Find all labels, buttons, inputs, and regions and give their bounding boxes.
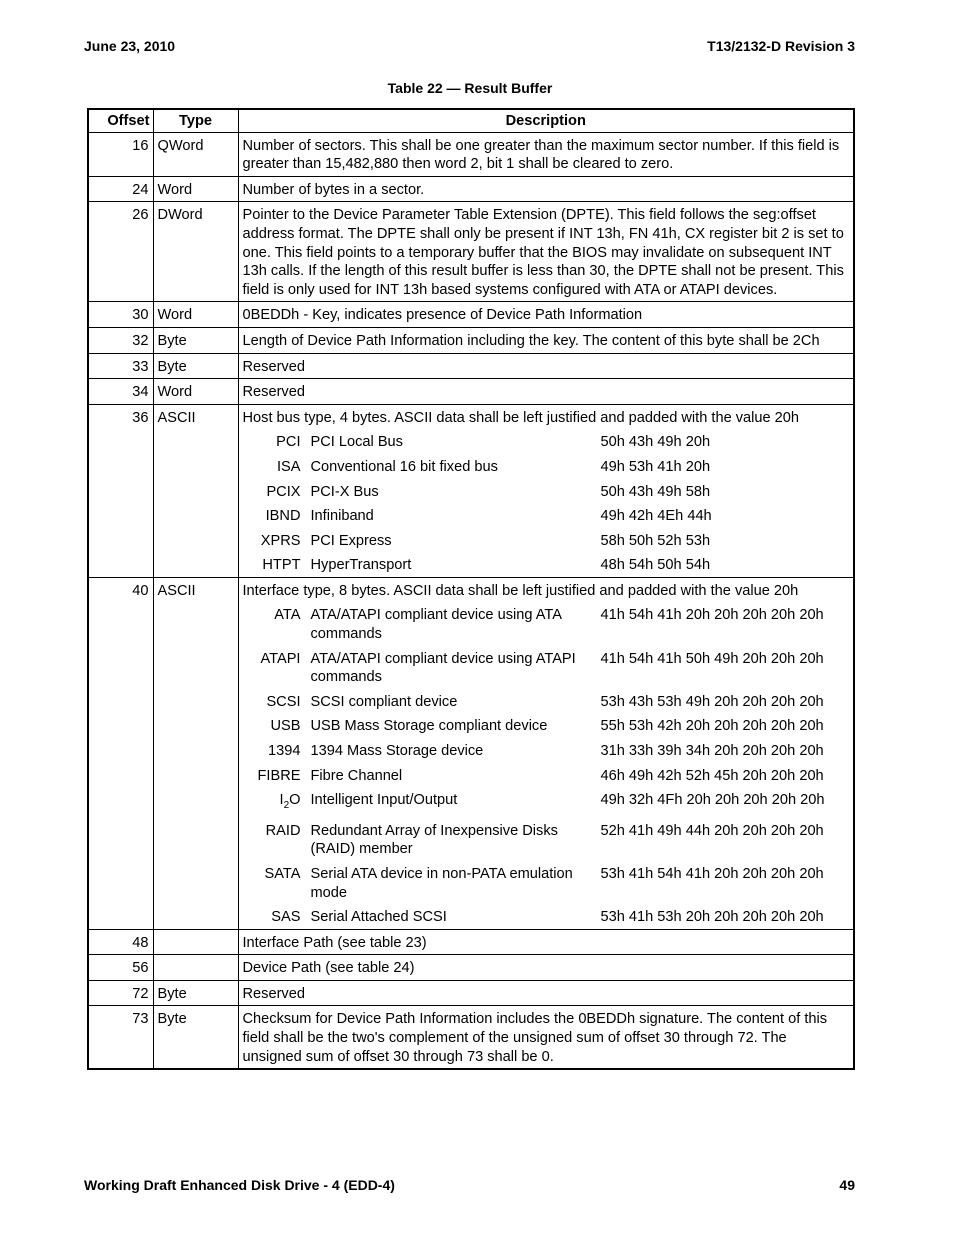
interface-hex: 55h 53h 42h 20h 20h 20h 20h 20h <box>600 718 824 735</box>
result-buffer-table <box>87 108 855 1070</box>
type-cell: Byte <box>153 1006 238 1069</box>
host-bus-type-list <box>243 433 850 575</box>
table-row <box>88 379 854 405</box>
header-doc-id: T13/2132-D Revision 3 <box>707 38 855 54</box>
page-number: 49 <box>839 1177 855 1193</box>
host-bus-name: Conventional 16 bit fixed bus <box>310 458 498 475</box>
column-header-description: Description <box>238 109 854 132</box>
table-row <box>88 980 854 1006</box>
interface-name: Intelligent Input/Output <box>310 792 458 809</box>
host-bus-code: PCIX <box>266 483 301 500</box>
host-bus-name: PCI-X Bus <box>310 483 379 500</box>
interface-code: ATA <box>274 607 301 624</box>
interface-name: 1394 Mass Storage device <box>310 743 484 760</box>
description-cell <box>238 404 854 577</box>
description-cell: Reserved <box>238 379 854 405</box>
table-row <box>88 955 854 981</box>
description-cell: Number of bytes in a sector. <box>238 176 854 202</box>
offset-cell: 24 <box>88 176 153 202</box>
interface-name: SCSI compliant device <box>310 693 458 710</box>
type-cell: QWord <box>153 132 238 176</box>
host-bus-hex: 49h 42h 4Eh 44h <box>600 508 712 525</box>
description-cell: Pointer to the Device Parameter Table Extension (DPTE). This field follows the seg:offset address format. The DPTE shall only be present if INT 13h, FN 41h, CX register bit 2 is set to one. This field points to a temporary buffer that the BIOS may invalidate on subsequent INT 13h calls. If the length of this result buffer is less than 30, the DPTE shall not be present. This field is only used for INT 13h based systems configured with ATA or ATAPI devices. <box>238 202 854 302</box>
description-cell: Number of sectors. This shall be one greater than the maximum sector number. If this field is greater than 15,482,880 then word 2, bit 1 shall be cleared to zero. <box>238 132 854 176</box>
host-bus-code: XPRS <box>260 532 301 549</box>
interface-code: $I_2O$ <box>279 792 301 812</box>
offset-cell: 73 <box>88 1006 153 1069</box>
offset-cell: 40 <box>88 577 153 929</box>
table-row <box>88 929 854 955</box>
offset-cell: 30 <box>88 302 153 328</box>
interface-code: SAS <box>271 909 301 926</box>
type-cell <box>153 955 238 981</box>
description-cell: Reserved <box>238 353 854 379</box>
host-bus-name: Infiniband <box>310 508 374 525</box>
type-cell: Word <box>153 302 238 328</box>
description-cell: 0BEDDh - Key, indicates presence of Device Path Information <box>238 302 854 328</box>
type-cell: Byte <box>153 980 238 1006</box>
offset-cell: 32 <box>88 327 153 353</box>
interface-code: RAID <box>265 822 301 839</box>
interface-hex: 52h 41h 49h 44h 20h 20h 20h 20h <box>600 822 824 839</box>
interface-code: FIBRE <box>257 767 301 784</box>
host-bus-name: PCI Express <box>310 532 392 549</box>
interface-hex: 53h 41h 54h 41h 20h 20h 20h 20h <box>600 865 824 882</box>
interface-hex: 41h 54h 41h 20h 20h 20h 20h 20h <box>600 607 824 624</box>
interface-hex: 53h 41h 53h 20h 20h 20h 20h 20h <box>600 909 824 926</box>
type-cell: Word <box>153 379 238 405</box>
description-cell: Checksum for Device Path Information includes the 0BEDDh signature. The content of this field shall be the two's complement of the unsigned sum of offset 30 through 72. The unsigned sum of offset 30 through 73 shall be 0. <box>238 1006 854 1069</box>
host-bus-code: ISA <box>276 458 301 475</box>
offset-cell: 36 <box>88 404 153 577</box>
interface-hex: 46h 49h 42h 52h 45h 20h 20h 20h <box>600 767 824 784</box>
description-cell: Reserved <box>238 980 854 1006</box>
description-cell: Interface Path (see table 23) <box>238 929 854 955</box>
interface-hex: 53h 43h 53h 49h 20h 20h 20h 20h <box>600 693 824 710</box>
interface-name: ATA/ATAPI compliant device using ATAPI commands <box>310 650 576 686</box>
host-bus-hex: 50h 43h 49h 20h <box>600 434 711 451</box>
offset-cell: 56 <box>88 955 153 981</box>
host-bus-hex: 58h 50h 52h 53h <box>600 532 711 549</box>
offset-cell: 33 <box>88 353 153 379</box>
interface-hex: 31h 33h 39h 34h 20h 20h 20h 20h <box>600 743 824 760</box>
host-bus-name: PCI Local Bus <box>310 434 403 451</box>
interface-name: ATA/ATAPI compliant device using ATA commands <box>310 607 562 643</box>
interface-type-intro: Interface type, 8 bytes. ASCII data shall be left justified and padded with the value 20h <box>242 582 799 599</box>
table-caption: Table 22 — Result Buffer <box>387 80 553 96</box>
interface-code: SCSI <box>266 693 301 710</box>
table-row <box>88 202 854 302</box>
interface-name: Serial ATA device in non-PATA emulation mode <box>310 865 573 901</box>
table-header-row <box>88 109 854 132</box>
interface-name: Fibre Channel <box>310 767 403 784</box>
offset-cell: 48 <box>88 929 153 955</box>
column-header-offset: Offset <box>88 109 153 132</box>
offset-cell: 34 <box>88 379 153 405</box>
description-cell <box>238 577 854 929</box>
offset-cell: 72 <box>88 980 153 1006</box>
table-row <box>88 353 854 379</box>
type-cell: DWord <box>153 202 238 302</box>
interface-code: SATA <box>264 865 301 882</box>
interface-name: Redundant Array of Inexpensive Disks (RAID) member <box>310 822 558 858</box>
host-bus-hex: 48h 54h 50h 54h <box>600 557 711 574</box>
interface-hex: 41h 54h 41h 50h 49h 20h 20h 20h <box>600 650 824 667</box>
table-row <box>88 327 854 353</box>
table-row <box>88 302 854 328</box>
offset-cell: 16 <box>88 132 153 176</box>
table-row <box>88 176 854 202</box>
header-date: June 23, 2010 <box>84 38 176 54</box>
host-bus-type-intro: Host bus type, 4 bytes. ASCII data shall be left justified and padded with the value 20h <box>242 409 800 426</box>
table-row <box>88 577 854 929</box>
table-row <box>88 132 854 176</box>
host-bus-hex: 50h 43h 49h 58h <box>600 483 711 500</box>
host-bus-hex: 49h 53h 41h 20h <box>600 458 711 475</box>
type-cell: Byte <box>153 327 238 353</box>
type-cell: ASCII <box>153 404 238 577</box>
interface-name: USB Mass Storage compliant device <box>310 718 548 735</box>
type-cell: ASCII <box>153 577 238 929</box>
offset-cell: 26 <box>88 202 153 302</box>
type-cell: Word <box>153 176 238 202</box>
type-cell: Byte <box>153 353 238 379</box>
interface-code: USB <box>270 718 301 735</box>
interface-hex: 49h 32h 4Fh 20h 20h 20h 20h 20h <box>600 792 825 809</box>
interface-type-list <box>243 606 850 926</box>
interface-name: Serial Attached SCSI <box>310 909 447 926</box>
interface-code: 1394 <box>268 743 301 760</box>
table-row <box>88 404 854 577</box>
footer-title: Working Draft Enhanced Disk Drive - 4 (EDD-4) <box>84 1177 395 1193</box>
type-cell <box>153 929 238 955</box>
host-bus-name: HyperTransport <box>310 557 412 574</box>
host-bus-code: IBND <box>265 508 301 525</box>
description-cell: Device Path (see table 24) <box>238 955 854 981</box>
column-header-type: Type <box>153 109 238 132</box>
interface-code: ATAPI <box>260 650 301 667</box>
table-row <box>88 1006 854 1069</box>
host-bus-code: HTPT <box>262 557 301 574</box>
host-bus-code: PCI <box>276 434 301 451</box>
description-cell: Length of Device Path Information including the key. The content of this byte shall be 2Ch <box>238 327 854 353</box>
